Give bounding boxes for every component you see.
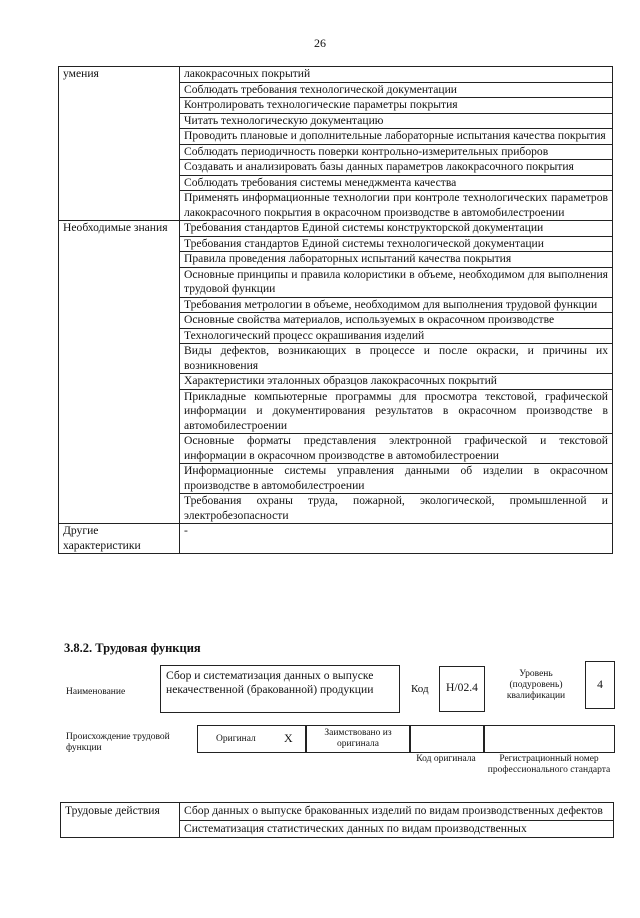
labor-action-row xyxy=(61,803,614,821)
requirement-row xyxy=(59,267,613,297)
origin-label: Происхождение трудовой функции xyxy=(66,732,170,753)
requirement-item: Виды дефектов, возникающих в процессе и после окраски, и причины их возникновения xyxy=(180,344,613,374)
requirement-item: Соблюдать периодичность поверки контрольно-измерительных приборов xyxy=(180,144,613,160)
requirement-item: Основные форматы представления электронной графической и текстовой информации в окрасочном производстве в автомобилестроении xyxy=(180,434,613,464)
group-label-cell xyxy=(59,144,180,160)
group-label-cell xyxy=(59,252,180,268)
requirement-row xyxy=(59,297,613,313)
requirement-item: Основные принципы и правила колористики в объеме, необходимом для выполнения трудовой функции xyxy=(180,267,613,297)
group-label-cell xyxy=(59,82,180,98)
requirement-row xyxy=(59,344,613,374)
requirement-item: Контролировать технологические параметры покрытия xyxy=(180,98,613,114)
group-label-cell xyxy=(59,191,180,221)
group-label-cell xyxy=(59,494,180,524)
group-label-cell xyxy=(59,98,180,114)
level-value: 4 xyxy=(597,678,603,691)
labor-actions-table xyxy=(60,802,614,838)
reg-number-label: Регистрационный номер профессионального стандарта xyxy=(487,754,611,775)
requirement-row xyxy=(59,82,613,98)
requirement-row xyxy=(59,160,613,176)
group-label-cell xyxy=(59,113,180,129)
requirement-item: Требования охраны труда, пожарной, экологической, промышленной и электробезопасности xyxy=(180,494,613,524)
name-box xyxy=(160,665,400,713)
group-label-cell xyxy=(59,328,180,344)
function-name: Сбор и систематизация данных о выпуске некачественной (бракованной) продукции xyxy=(166,669,374,696)
level-label: Уровень (подуровень) квалификации xyxy=(506,669,566,701)
code-original-label: Код оригинала xyxy=(416,754,476,764)
requirement-item: Характеристики эталонных образцов лакокрасочных покрытий xyxy=(180,374,613,390)
requirement-item: Информационные системы управления данными об изделии в окрасочном производстве в автомобилестроении xyxy=(180,464,613,494)
requirement-item: Создавать и анализировать базы данных параметров лакокрасочного покрытия xyxy=(180,160,613,176)
group-label-cell xyxy=(59,175,180,191)
requirements-table xyxy=(58,66,613,554)
knowledge-label: Необходимые знания xyxy=(59,221,180,237)
group-label-cell xyxy=(59,434,180,464)
original-box xyxy=(197,725,307,753)
borrowed-box xyxy=(305,725,411,753)
group-label-cell xyxy=(59,313,180,329)
code-original-box xyxy=(409,725,485,753)
requirement-item: Основные свойства материалов, используемых в окрасочном производстве xyxy=(180,313,613,329)
requirement-item: Соблюдать требования технологической документации xyxy=(180,82,613,98)
code-box xyxy=(439,666,485,712)
group-label-cell xyxy=(59,236,180,252)
other-label: Другие характеристики xyxy=(59,524,180,554)
requirement-item: Соблюдать требования системы менеджмента качества xyxy=(180,175,613,191)
requirement-row xyxy=(59,98,613,114)
requirement-item: Требования стандартов Единой системы конструкторской документации xyxy=(180,221,613,237)
requirement-item: Проводить плановые и дополнительные лабораторные испытания качества покрытия xyxy=(180,129,613,145)
requirement-row xyxy=(59,113,613,129)
requirement-item: Требования стандартов Единой системы технологической документации xyxy=(180,236,613,252)
name-label: Наименование xyxy=(66,687,126,697)
requirement-row xyxy=(59,374,613,390)
code-value: H/02.4 xyxy=(446,681,478,694)
group-label-cell xyxy=(59,160,180,176)
code-label: Код xyxy=(411,683,429,695)
requirement-row xyxy=(59,175,613,191)
requirement-item: Правила проведения лабораторных испытаний качества покрытия xyxy=(180,252,613,268)
requirement-item: Прикладные компьютерные программы для просмотра текстовой, графической информации и документирования результатов в окрасочном производстве в автомобилестроении xyxy=(180,389,613,434)
group-label-cell xyxy=(59,129,180,145)
requirement-row xyxy=(59,221,613,237)
requirement-row xyxy=(59,434,613,464)
group-label-cell xyxy=(59,297,180,313)
requirement-item: лакокрасочных покрытий xyxy=(180,67,613,83)
requirement-row xyxy=(59,389,613,434)
page-number: 26 xyxy=(314,36,326,50)
requirement-item: Требования метрологии в объеме, необходимом для выполнения трудовой функции xyxy=(180,297,613,313)
group-label-cell xyxy=(59,344,180,374)
original-mark: X xyxy=(284,731,293,745)
requirement-row xyxy=(59,494,613,524)
level-box xyxy=(585,661,615,709)
requirement-row xyxy=(59,313,613,329)
requirement-row xyxy=(59,191,613,221)
other-row xyxy=(59,524,613,554)
requirement-row xyxy=(59,328,613,344)
skills-label: умения xyxy=(59,67,180,83)
labor-action-item: Систематизация статистических данных по видам производственных xyxy=(180,820,614,838)
requirement-row xyxy=(59,129,613,145)
group-label-cell xyxy=(59,267,180,297)
requirement-row xyxy=(59,252,613,268)
section-title: 3.8.2. Трудовая функция xyxy=(64,641,201,655)
borrowed-label: Заимствовано из оригинала xyxy=(324,728,392,749)
group-label-cell xyxy=(59,389,180,434)
requirement-item: Технологический процесс окрашивания изделий xyxy=(180,328,613,344)
requirement-item: Применять информационные технологии при контроле технологических параметров лакокрасочного покрытия в окрасочном производстве в автомобилестроении xyxy=(180,191,613,221)
requirement-row xyxy=(59,144,613,160)
group-label-cell xyxy=(59,464,180,494)
original-label: Оригинал xyxy=(216,734,256,744)
other-value: - xyxy=(180,524,613,554)
reg-number-box xyxy=(483,725,615,753)
requirement-row xyxy=(59,67,613,83)
labor-action-item: Сбор данных о выпуске бракованных изделий по видам производственных дефектов xyxy=(180,803,614,821)
labor-actions-label: Трудовые действия xyxy=(61,803,180,838)
group-label-cell xyxy=(59,374,180,390)
requirement-item: Читать технологическую документацию xyxy=(180,113,613,129)
requirement-row xyxy=(59,464,613,494)
requirement-row xyxy=(59,236,613,252)
